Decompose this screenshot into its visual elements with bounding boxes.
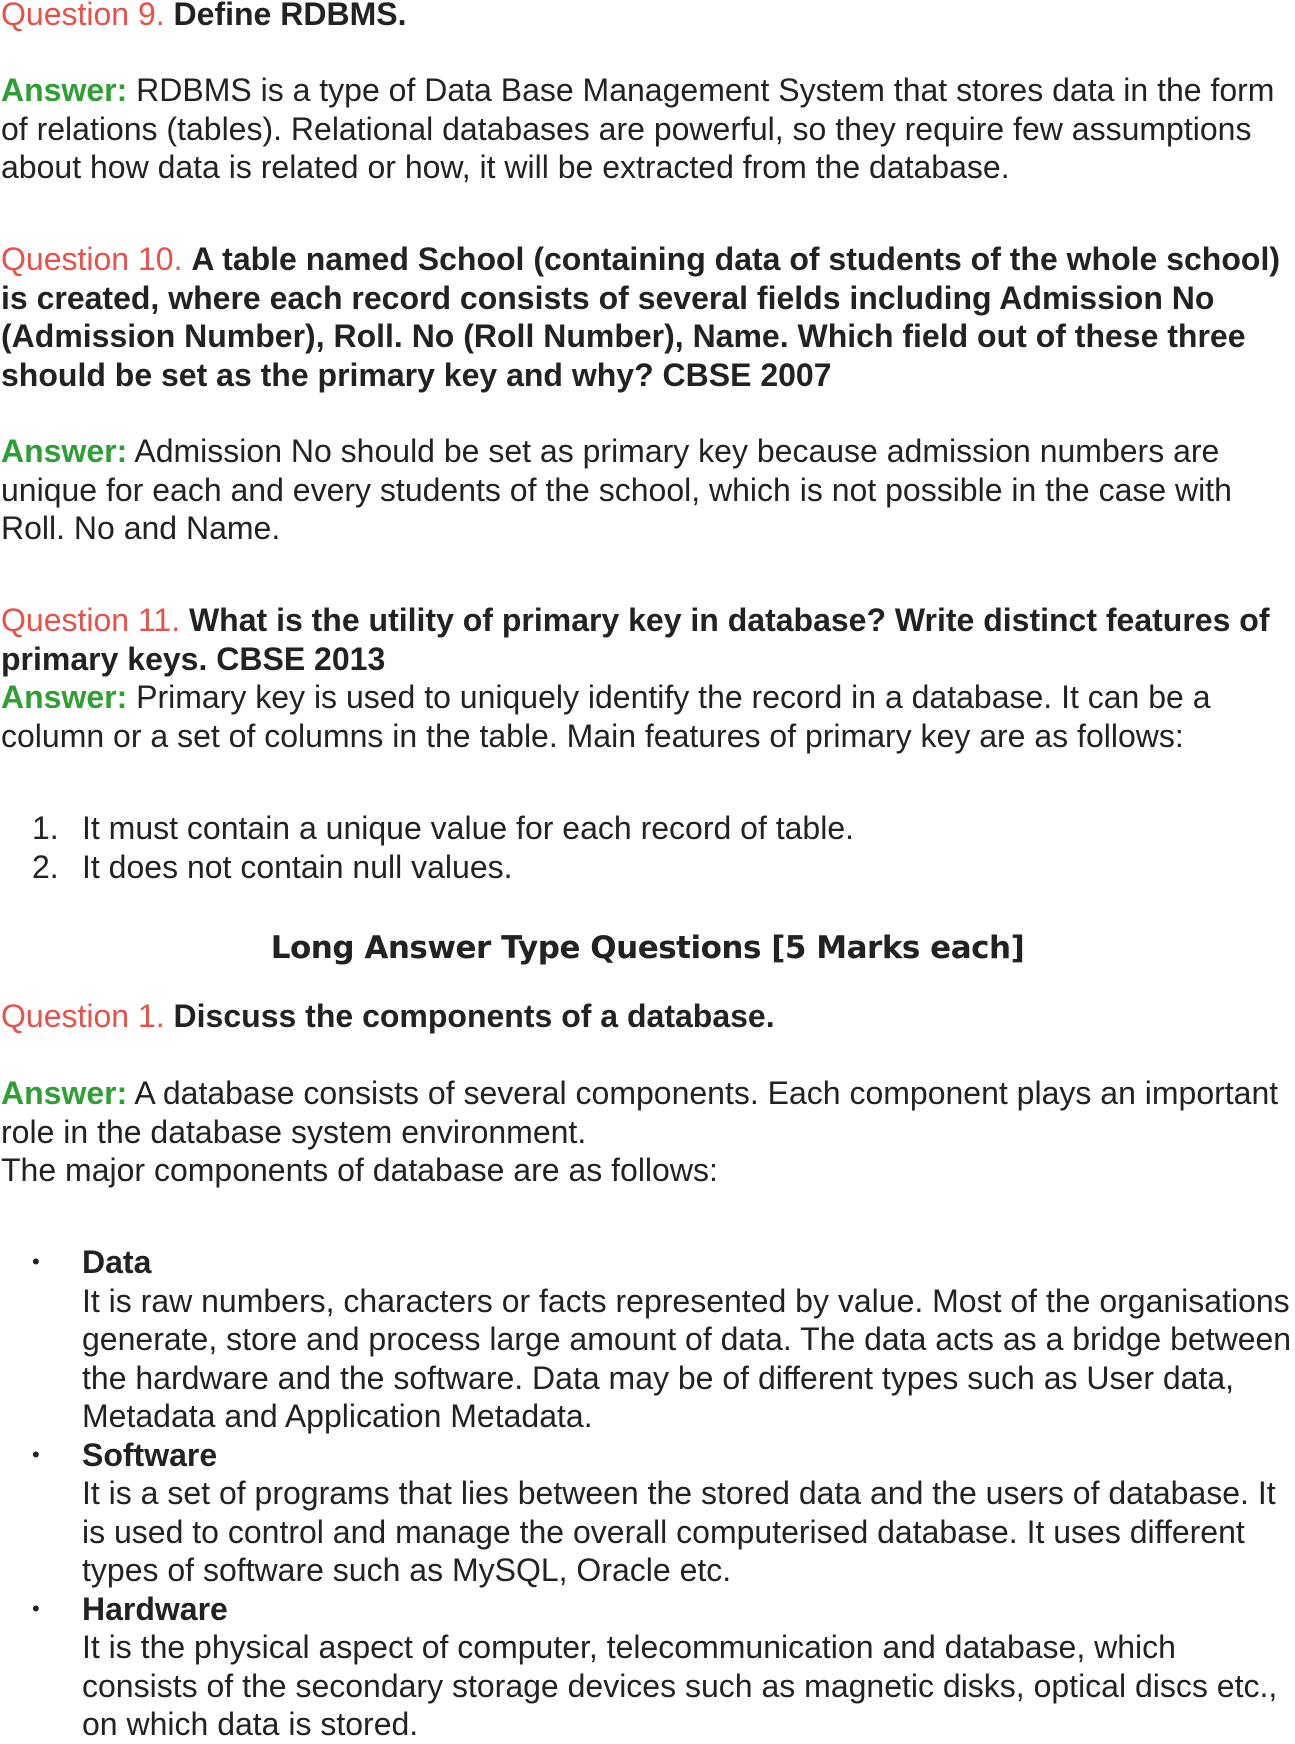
question-9-text: Define RDBMS. xyxy=(173,0,407,32)
long-answer-1 xyxy=(1,1074,1291,1190)
component-description: It is raw numbers, characters or facts represented by value. Most of the organisations generate, store and process large amount of data. The data acts as a bridge between the hardware and the software. Data may be of different types such as User data, Metadata and Application Metadata. xyxy=(82,1282,1292,1434)
component-title: Software xyxy=(82,1436,218,1473)
list-item xyxy=(0,848,1294,887)
component-title: Data xyxy=(82,1244,152,1280)
question-11 xyxy=(1,601,1291,678)
long-answer-1-text-2: The major components of database are as follows: xyxy=(1,1152,718,1188)
bullet-icon: • xyxy=(32,1441,40,1467)
question-9 xyxy=(1,0,1291,34)
question-11-text: What is the utility of primary key in database? Write distinct features of primary keys. CBSE 2013 xyxy=(1,602,1270,677)
long-question-1-text: Discuss the components of a database. xyxy=(173,998,775,1034)
list-item xyxy=(0,1590,1294,1744)
question-10 xyxy=(1,240,1291,394)
long-question-1 xyxy=(1,997,1291,1036)
bullet-icon: • xyxy=(32,1595,40,1621)
long-answer-1-label: Answer: xyxy=(1,1075,128,1111)
list-item-number: 2. xyxy=(32,848,59,885)
list-item xyxy=(0,1436,1294,1590)
answer-11 xyxy=(1,678,1291,755)
list-item-number: 1. xyxy=(32,810,59,846)
question-11-label: Question 11. xyxy=(1,602,181,638)
answer-9-label: Answer: xyxy=(1,72,128,108)
primary-key-features-list xyxy=(0,809,1294,886)
bullet-icon: • xyxy=(32,1249,40,1274)
answer-9 xyxy=(1,71,1291,187)
component-description: It is a set of programs that lies between the stored data and the users of database. It is used to control and manage the overall computerised database. It uses different types of software such as MySQL, Oracle etc. xyxy=(82,1475,1276,1588)
database-components-list xyxy=(0,1243,1294,1744)
answer-10 xyxy=(1,432,1291,548)
component-title: Hardware xyxy=(82,1590,228,1627)
component-description: It is the physical aspect of computer, telecommunication and database, which consists of the secondary storage devices such as magnetic disks, optical discs etc., on which data is stored. xyxy=(82,1629,1278,1742)
answer-11-label: Answer: xyxy=(1,679,128,715)
answer-11-text: Primary key is used to uniquely identify the record in a database. It can be a column or a set of columns in the table. Main features of primary key are as follows: xyxy=(1,679,1211,754)
answer-10-text: Admission No should be set as primary key because admission numbers are unique for each and every students of the school, which is not possible in the case with Roll. No and Name. xyxy=(1,433,1232,546)
section-heading: Long Answer Type Questions [5 Marks each] xyxy=(270,930,1025,966)
question-9-label: Question 9. xyxy=(1,0,165,32)
list-item xyxy=(0,809,1294,848)
list-item-text: It does not contain null values. xyxy=(82,848,513,885)
list-item-text: It must contain a unique value for each record of table. xyxy=(82,810,855,846)
answer-10-label: Answer: xyxy=(1,433,128,469)
question-10-text: A table named School (containing data of students of the whole school) is created, where each record consists of several fields including Admission No (Admission Number), Roll. No (Roll Number), Name. Which field out of these three should be set as the primary key and why? CBSE 2007 xyxy=(1,241,1280,393)
list-item xyxy=(0,1243,1294,1436)
question-10-label: Question 10. xyxy=(1,241,183,277)
answer-9-text: RDBMS is a type of Data Base Management System that stores data in the form of relations (tables). Relational databases are powerful, so they require few assumptions about how data is related or how, it will be extracted from the database. xyxy=(1,72,1275,185)
long-answer-1-intro xyxy=(1,1074,1291,1151)
long-answer-1-text: A database consists of several components. Each component plays an important role in the database system environment. xyxy=(1,1075,1279,1150)
long-question-1-label: Question 1. xyxy=(1,998,165,1034)
